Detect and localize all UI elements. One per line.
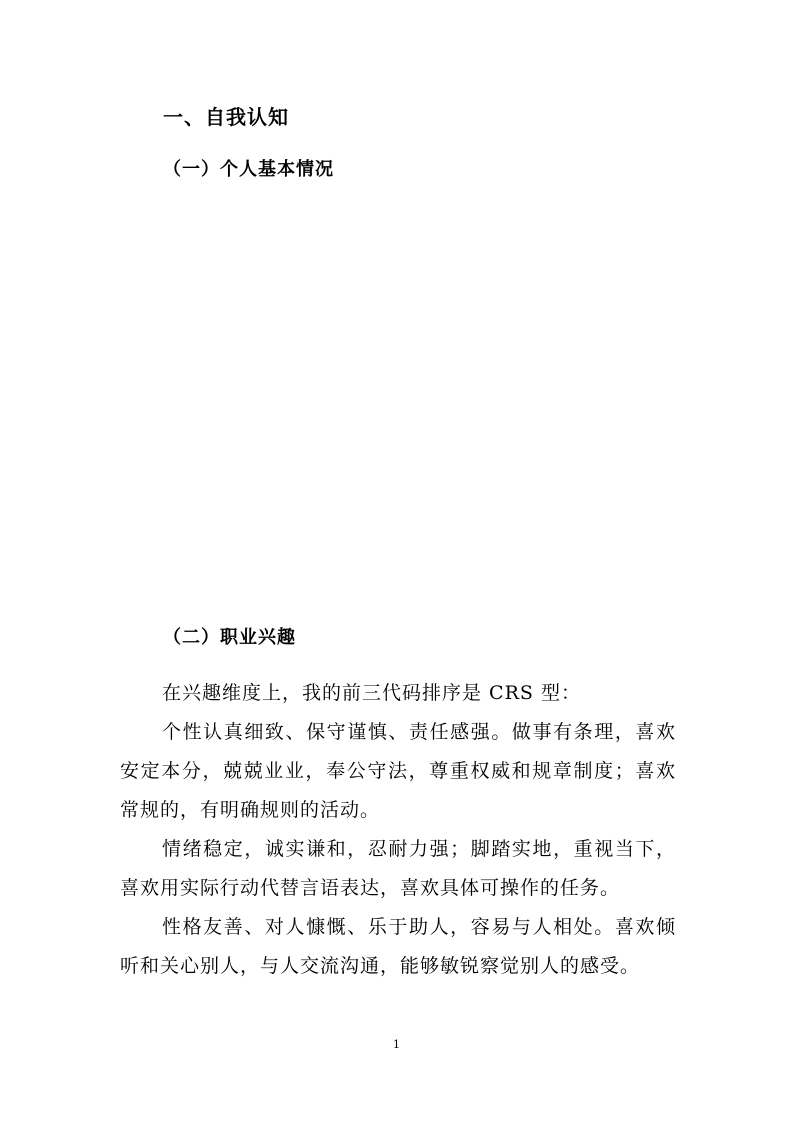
career-interest-body (120, 674, 676, 986)
paragraph-intro: 在兴趣维度上，我的前三代码排序是 CRS 型： (162, 682, 581, 704)
page-number: 1 (393, 1038, 400, 1051)
subheading-career-interest: （二）职业兴趣 (163, 627, 296, 648)
subheading-personal-info: （一）个人基本情况 (163, 159, 334, 180)
paragraph-social: 性格友善、对人慷慨、乐于助人，容易与人相处。喜欢倾听和关心别人，与人交流沟通，能够敏锐察觉别人的感受。 (120, 916, 676, 977)
paragraph-emotion: 情绪稳定，诚实谦和，忍耐力强；脚踏实地，重视当下，喜欢用实际行动代替言语表达，喜欢具体可操作的任务。 (120, 838, 676, 899)
heading-self-awareness: 一、自我认知 (163, 105, 289, 129)
paragraph-personality: 个性认真细致、保守谨慎、责任感强。做事有条理，喜欢安定本分，兢兢业业，奉公守法，尊重权威和规章制度；喜欢常规的，有明确规则的活动。 (120, 721, 676, 821)
